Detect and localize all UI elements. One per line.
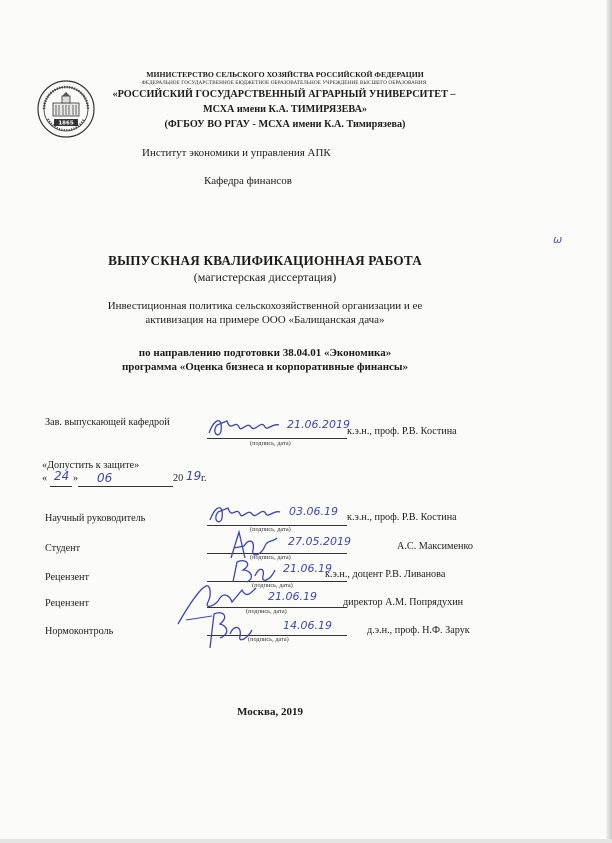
reviewer2-label: Рецензент	[45, 598, 89, 609]
admit-month-line	[78, 486, 173, 487]
student-signature-date: 27.05.2019	[288, 535, 351, 548]
seal-year: 1865	[58, 120, 74, 127]
admit-day: 24	[54, 469, 70, 483]
handwritten-corner-mark: ω	[553, 233, 563, 246]
city-and-year: Москва, 2019	[237, 706, 303, 718]
head-signature-date: 21.06.2019	[287, 418, 350, 431]
reviewer1-signature-date: 21.06.19	[283, 562, 332, 575]
admit-quote-open: «	[42, 473, 48, 484]
institute-name: Институт экономики и управления АПК	[142, 147, 331, 159]
reviewer2-signature-caption: (подпись, дата)	[246, 608, 287, 615]
head-of-department-info: к.э.н., проф. Р.В. Костина	[347, 426, 457, 437]
student-label: Студент	[45, 543, 81, 554]
topic-line1: Инвестиционная политика сельскохозяйственной организации и ее	[107, 300, 423, 312]
department-name: Кафедра финансов	[204, 175, 292, 187]
head-signature-scribble	[205, 413, 285, 441]
institution-type: ФЕДЕРАЛЬНОЕ ГОСУДАРСТВЕННОЕ БЮДЖЕТНОЕ ОБРАЗОВАТЕЛЬНОЕ УЧРЕЖДЕНИЕ ВЫСШЕГО ОБРАЗОВАНИЯ	[141, 80, 427, 86]
university-name-line2: МСХА имени К.А. ТИМИРЯЗЕВА»	[202, 104, 368, 115]
admit-month: 06	[97, 471, 113, 485]
ministry-name: МИНИСТЕРСТВО СЕЛЬСКОГО ХОЗЯЙСТВА РОССИЙСКОЙ ФЕДЕРАЦИИ	[146, 70, 424, 79]
student-info: А.С. Максименко	[397, 541, 473, 552]
admit-year-handwritten: 19	[186, 469, 202, 483]
university-name-line1: «РОССИЙСКИЙ ГОСУДАРСТВЕННЫЙ АГРАРНЫЙ УНИВЕРСИТЕТ –	[112, 89, 456, 100]
norm-control-signature-scribble	[200, 608, 260, 652]
reviewer1-label: Рецензент	[45, 572, 89, 583]
supervisor-info: к.э.н., проф. Р.В. Костина	[347, 512, 457, 523]
admit-year-prefix: 20	[173, 473, 184, 484]
supervisor-signature-scribble	[206, 500, 284, 528]
university-seal-icon	[36, 79, 96, 139]
norm-control-signature-date: 14.06.19	[283, 619, 332, 632]
supervisor-label: Научный руководитель	[45, 513, 146, 524]
page-edge-bottom	[0, 839, 612, 843]
supervisor-signature-caption: (подпись, дата)	[250, 526, 291, 533]
reviewer1-info: к.э.н., доцент Р.В. Ливанова	[325, 569, 446, 580]
reviewer2-signature-date: 21.06.19	[268, 590, 317, 603]
reviewer2-info: директор А.М. Попрядухин	[343, 597, 464, 608]
page-edge-shadow	[606, 0, 612, 843]
study-direction: по направлению подготовки 38.04.01 «Экономика»	[138, 347, 392, 359]
work-title: ВЫПУСКНАЯ КВАЛИФИКАЦИОННАЯ РАБОТА	[108, 253, 422, 268]
supervisor-signature-date: 03.06.19	[289, 505, 338, 518]
norm-control-label: Нормоконтроль	[45, 626, 114, 637]
topic-line2: активизация на примере ООО «Балищанская дача»	[145, 314, 385, 326]
student-signature-caption: (подпись, дата)	[250, 554, 291, 561]
admit-quote-close: »	[73, 473, 79, 484]
admit-day-line	[50, 486, 72, 487]
head-signature-caption: (подпись, дата)	[250, 440, 291, 447]
study-program: программа «Оценка бизнеса и корпоративные финансы»	[121, 361, 409, 373]
university-abbreviation: (ФГБОУ ВО РГАУ - МСХА имени К.А. Тимирязева)	[164, 119, 406, 130]
norm-control-info: д.э.н., проф. Н.Ф. Зарук	[367, 625, 470, 636]
reviewer1-signature-caption: (подпись, дата)	[252, 582, 293, 589]
head-of-department-label: Зав. выпускающей кафедрой	[45, 417, 170, 428]
admit-label: «Допустить к защите»	[42, 460, 140, 471]
norm-control-signature-caption: (подпись, дата)	[248, 636, 289, 643]
work-subtitle: (магистерская диссертация)	[193, 270, 337, 284]
admit-year-suffix: г.	[201, 473, 207, 484]
